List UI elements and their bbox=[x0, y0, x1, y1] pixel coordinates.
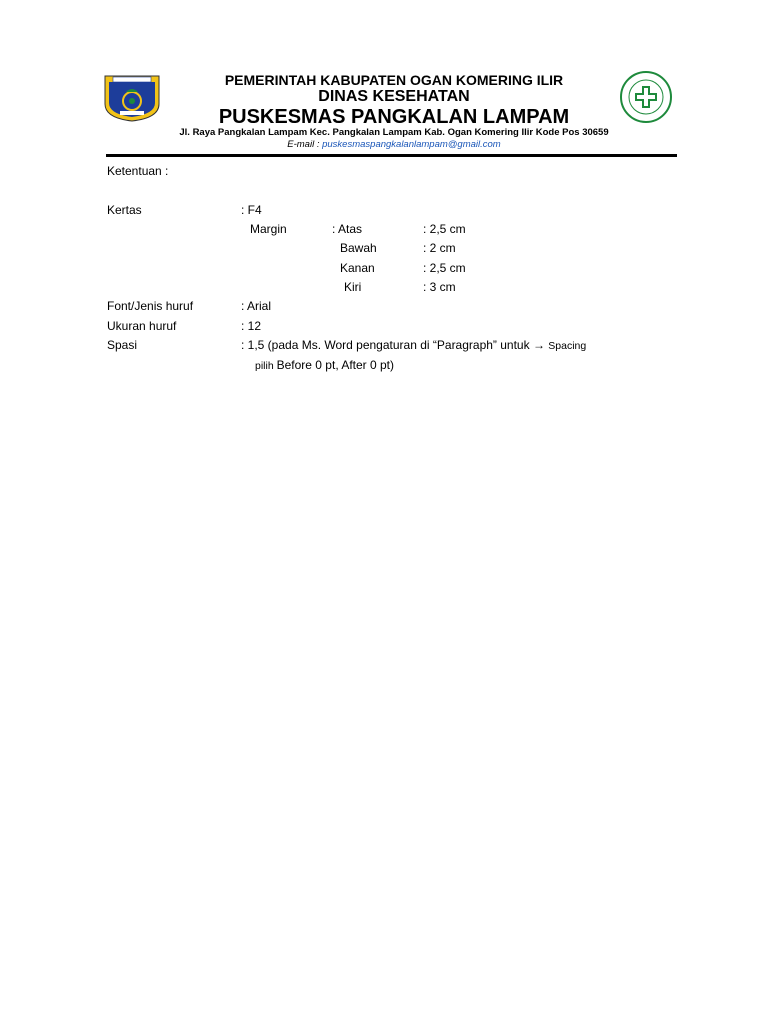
header-title: PUSKESMAS PANGKALAN LAMPAM bbox=[218, 106, 570, 128]
header-divider bbox=[106, 154, 677, 157]
margin-kiri-value: : 3 cm bbox=[423, 280, 456, 294]
margin-label: Margin bbox=[250, 222, 287, 236]
margin-kanan-label: Kanan bbox=[340, 261, 375, 275]
font-label: Font/Jenis huruf bbox=[107, 299, 194, 313]
header-address: Jl. Raya Pangkalan Lampam Kec. Pangkalan Lampam Kab. Ogan Komering Ilir Kode Pos 30659 bbox=[179, 127, 609, 138]
header-line-2: DINAS KESEHATAN bbox=[318, 88, 470, 105]
margin-bawah-value: : 2 cm bbox=[423, 241, 456, 255]
size-value: : 12 bbox=[241, 319, 262, 333]
margin-kiri-label: Kiri bbox=[344, 280, 362, 294]
margin-atas-label: : Atas bbox=[332, 222, 363, 236]
margin-kanan-value: : 2,5 cm bbox=[423, 261, 466, 275]
spasi-value bbox=[241, 338, 586, 353]
margin-bawah-label: Bawah bbox=[340, 241, 377, 255]
kertas-label: Kertas bbox=[107, 203, 142, 217]
spasi-label: Spasi bbox=[107, 338, 138, 352]
margin-atas-value: : 2,5 cm bbox=[423, 222, 466, 236]
size-label: Ukuran huruf bbox=[107, 319, 177, 333]
email-label: E-mail : bbox=[287, 139, 323, 150]
kertas-value: : F4 bbox=[241, 203, 262, 217]
spasi-detail: Before 0 pt, After 0 pt) bbox=[276, 358, 395, 372]
spasi-text: : 1,5 (pada Ms. Word pengaturan di “Paragraph” untuk → bbox=[241, 338, 549, 352]
spasi-spacing: Spacing bbox=[548, 340, 587, 352]
spasi-line-2 bbox=[255, 358, 394, 373]
email-link[interactable]: puskesmaspangkalanlampam@gmail.com bbox=[322, 139, 501, 150]
section-heading: Ketentuan : bbox=[107, 164, 169, 178]
header-line-1: PEMERINTAH KABUPATEN OGAN KOMERING ILIR bbox=[224, 72, 564, 88]
spasi-pilih: pilih bbox=[255, 360, 277, 372]
font-value: : Arial bbox=[241, 299, 272, 313]
header-email-line bbox=[0, 139, 768, 150]
